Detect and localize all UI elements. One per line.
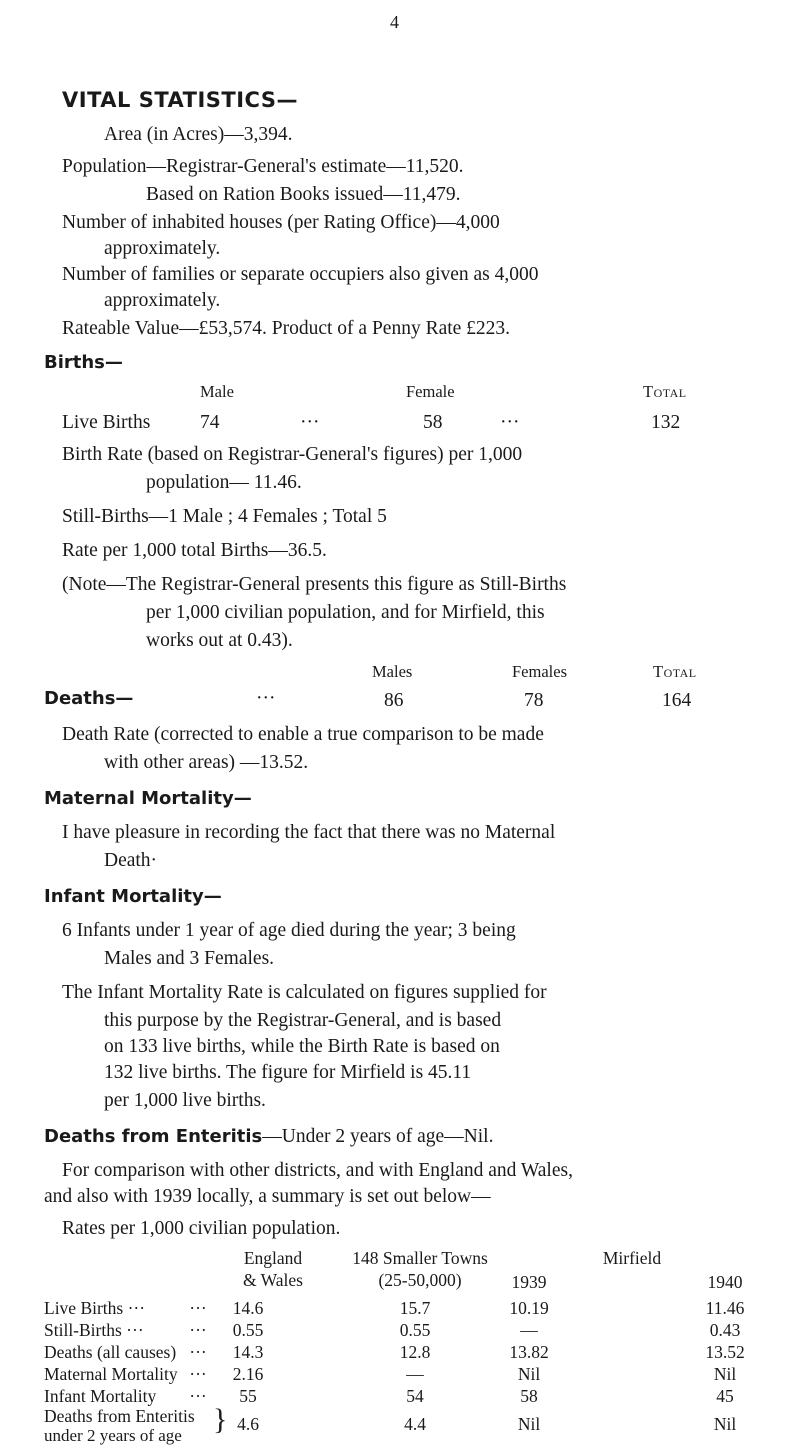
dot-leader: ··· <box>189 1298 207 1318</box>
cell-smaller-towns: 0.55 <box>399 1320 431 1340</box>
cell-mirfield-1939: Nil <box>517 1364 541 1384</box>
cell-smaller-towns: 54 <box>406 1386 424 1406</box>
deaths-col-males: Males <box>372 662 413 681</box>
enteritis-text: —Under 2 years of age—Nil. <box>262 1126 494 1147</box>
cell-smaller-towns: 12.8 <box>399 1342 431 1362</box>
live-births-male: 74 <box>200 412 220 433</box>
live-births-total: 132 <box>651 412 681 433</box>
still-births-line: Still-Births—1 Male ; 4 Females ; Total 5 <box>62 506 387 527</box>
cell-mirfield-1940: 0.43 <box>709 1320 741 1340</box>
note-line-cont: works out at 0.43). <box>146 630 293 651</box>
population-line: Population—Registrar-General's estimate—11,520. <box>62 156 464 177</box>
births-col-female: Female <box>406 382 455 401</box>
dot-leader: ··· <box>189 1320 207 1340</box>
row-label: Deaths (all causes) <box>44 1342 177 1362</box>
cell-england-wales: 14.6 <box>232 1298 264 1318</box>
cell-mirfield-1939: 10.19 <box>509 1298 549 1318</box>
maternal-text: I have pleasure in recording the fact that there was no Maternal <box>62 822 556 843</box>
enteritis-towns: 4.4 <box>404 1414 426 1434</box>
comparison-line: For comparison with other districts, and with England and Wales, <box>62 1160 573 1181</box>
births-col-male: Male <box>200 382 234 401</box>
dot-leader: ··· <box>500 412 520 433</box>
row-label: Live Births ··· <box>44 1298 146 1318</box>
cell-mirfield-1940: 11.46 <box>705 1298 745 1318</box>
enteritis-1940: Nil <box>713 1414 737 1434</box>
birth-rate-line-cont: population— 11.46. <box>146 472 302 493</box>
deaths-males: 86 <box>384 690 404 711</box>
enteritis-heading: Deaths from Enteritis <box>44 1126 263 1147</box>
births-heading: Births— <box>44 352 123 373</box>
header-wales: & Wales <box>243 1270 303 1290</box>
note-line-cont: per 1,000 civilian population, and for Mirfield, this <box>146 602 545 623</box>
death-rate-line-cont: with other areas) —13.52. <box>104 752 309 773</box>
comparison-line-cont: and also with 1939 locally, a summary is set out below— <box>44 1186 491 1207</box>
live-births-label: Live Births <box>62 412 151 433</box>
houses-line-cont: approximately. <box>104 238 221 259</box>
dot-leader: ··· <box>189 1364 207 1384</box>
header-towns: 148 Smaller Towns <box>352 1248 488 1268</box>
row-label: Infant Mortality <box>44 1386 157 1406</box>
deaths-females: 78 <box>524 690 544 711</box>
header-1939: 1939 <box>511 1272 547 1292</box>
maternal-text-cont: Death· <box>104 850 158 871</box>
infant-paragraph-2: The Infant Mortality Rate is calculated on figures supplied for <box>62 982 547 1003</box>
infant-paragraph-1-cont: Males and 3 Females. <box>104 948 275 969</box>
header-mirfield: Mirfield <box>602 1248 662 1268</box>
header-1940: 1940 <box>707 1272 743 1292</box>
infant-mortality-heading: Infant Mortality— <box>44 886 222 907</box>
dot-leader: ··· <box>300 412 320 433</box>
row-label-enteritis-cont: under 2 years of age <box>44 1426 182 1445</box>
enteritis-line <box>44 1126 493 1148</box>
dot-leader: ··· <box>189 1342 207 1362</box>
cell-mirfield-1939: 58 <box>520 1386 538 1406</box>
area-line: Area (in Acres)—3,394. <box>104 124 293 145</box>
cell-england-wales: 55 <box>239 1386 257 1406</box>
row-label: Still-Births ··· <box>44 1320 144 1340</box>
dot-leader: ··· <box>189 1386 207 1406</box>
cell-england-wales: 2.16 <box>232 1364 264 1384</box>
cell-smaller-towns: 15.7 <box>399 1298 431 1318</box>
brace: } <box>213 1403 228 1436</box>
note-line: (Note—The Registrar-General presents this figure as Still-Births <box>62 574 567 595</box>
cell-mirfield-1940: Nil <box>713 1364 737 1384</box>
cell-mirfield-1939: — <box>520 1320 538 1340</box>
rates-caption: Rates per 1,000 civilian population. <box>62 1218 341 1239</box>
header-england: England <box>243 1248 303 1268</box>
row-label: Maternal Mortality <box>44 1364 178 1384</box>
dot-leader: ··· <box>256 688 276 709</box>
infant-paragraph-1: 6 Infants under 1 year of age died during the year; 3 being <box>62 920 516 941</box>
row-label-enteritis: Deaths from Enteritis <box>44 1406 195 1426</box>
deaths-total: 164 <box>662 690 692 711</box>
page-number: 4 <box>390 12 399 32</box>
deaths-col-total: Total <box>653 662 697 681</box>
cell-mirfield-1940: 13.52 <box>705 1342 745 1362</box>
families-line: Number of families or separate occupiers also given as 4,000 <box>62 264 539 285</box>
page-title: VITAL STATISTICS— <box>62 88 298 112</box>
infant-paragraph-2-cont: on 133 live births, while the Birth Rate is based on <box>104 1036 500 1057</box>
death-rate-line: Death Rate (corrected to enable a true comparison to be made <box>62 724 544 745</box>
enteritis-1939: Nil <box>517 1414 541 1434</box>
deaths-heading: Deaths— <box>44 688 134 709</box>
enteritis-ew: 4.6 <box>237 1414 259 1434</box>
houses-line: Number of inhabited houses (per Rating Office)—4,000 <box>62 212 500 233</box>
families-line-cont: approximately. <box>104 290 221 311</box>
cell-mirfield-1939: 13.82 <box>509 1342 549 1362</box>
birth-rate-line: Birth Rate (based on Registrar-General's figures) per 1,000 <box>62 444 523 465</box>
cell-england-wales: 0.55 <box>232 1320 264 1340</box>
still-birth-rate-line: Rate per 1,000 total Births—36.5. <box>62 540 327 561</box>
cell-smaller-towns: — <box>406 1364 424 1384</box>
infant-paragraph-2-cont: 132 live births. The figure for Mirfield is 45.11 <box>104 1062 472 1083</box>
live-births-female: 58 <box>423 412 443 433</box>
ration-books-line: Based on Ration Books issued—11,479. <box>146 184 461 205</box>
rateable-value-line: Rateable Value—£53,574. Product of a Penny Rate £223. <box>62 318 511 339</box>
cell-england-wales: 14.3 <box>232 1342 264 1362</box>
births-col-total: Total <box>643 382 687 401</box>
header-towns-size: (25-50,000) <box>378 1270 462 1290</box>
infant-paragraph-2-cont: this purpose by the Registrar-General, and is based <box>104 1010 502 1031</box>
cell-mirfield-1940: 45 <box>716 1386 734 1406</box>
deaths-col-females: Females <box>512 662 567 681</box>
infant-paragraph-2-cont: per 1,000 live births. <box>104 1090 266 1111</box>
maternal-mortality-heading: Maternal Mortality— <box>44 788 252 809</box>
